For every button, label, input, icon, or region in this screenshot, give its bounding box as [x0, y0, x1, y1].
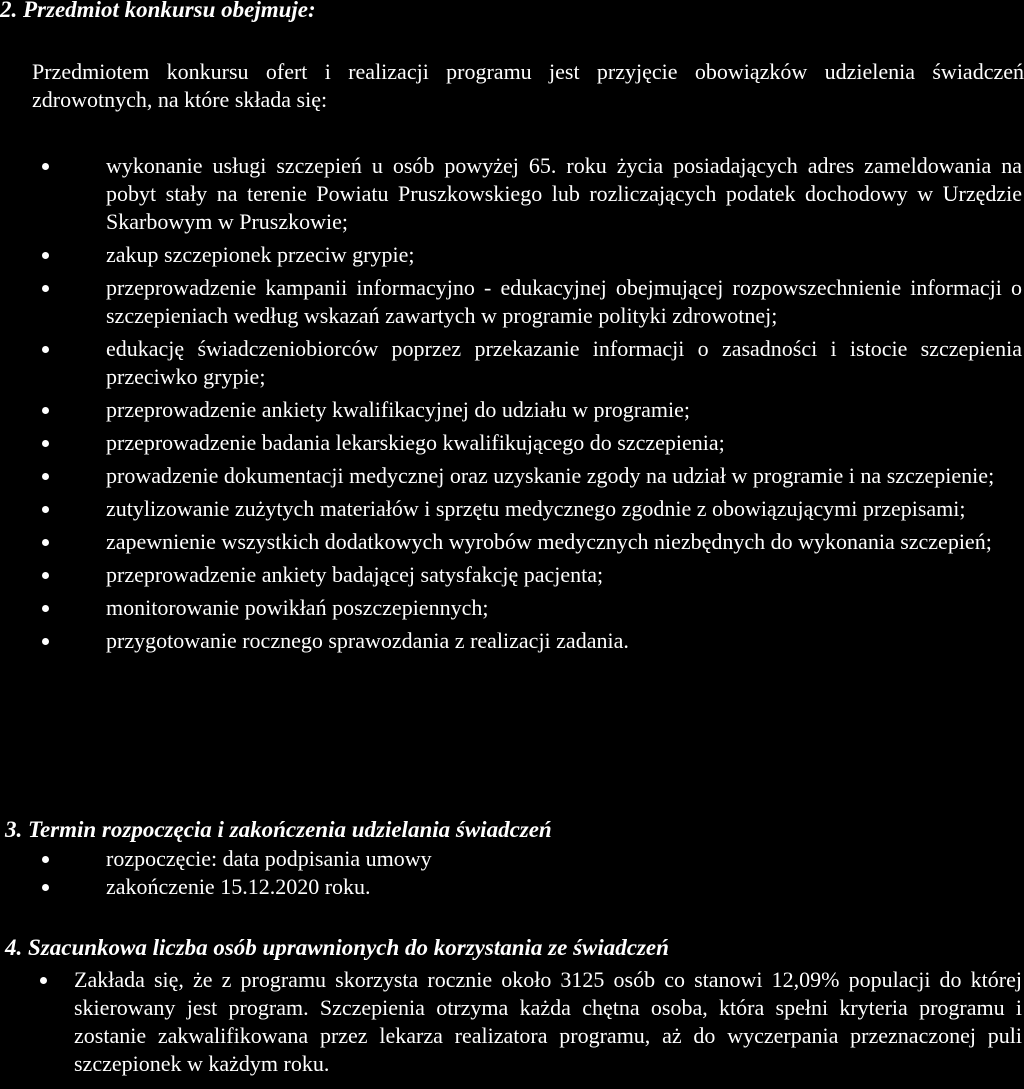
section-3-heading: 3. Termin rozpoczęcia i zakończenia udzielania świadczeń: [5, 817, 552, 842]
section-2-heading: 2. Przedmiot konkursu obejmuje:: [0, 0, 316, 22]
list-item: przeprowadzenie badania lekarskiego kwalifikującego do szczepienia;: [0, 429, 1024, 457]
bullet-icon: [42, 346, 49, 353]
bullet-icon: [42, 440, 49, 447]
list-item: prowadzenie dokumentacji medycznej oraz uzyskanie zgody na udział w programie i na szczepienie;: [0, 462, 1024, 490]
bullet-icon: [42, 407, 49, 414]
bullet-icon: [42, 506, 49, 513]
list-item: przygotowanie rocznego sprawozdania z realizacji zadania.: [0, 627, 1024, 655]
section-2-intro: Przedmiotem konkursu ofert i realizacji programu jest przyjęcie obowiązków udzielenia świadczeń zdrowotnych, na które składa się:: [32, 59, 1024, 112]
bullet-icon: [42, 605, 49, 612]
list-item: wykonanie usługi szczepień u osób powyżej 65. roku życia posiadających adres zameldowania na pobyt stały na terenie Powiatu Pruszkowskiego lub rozliczających podatek dochodowy w Urzędzie Skarbowym w Pruszkowie;: [0, 152, 1024, 236]
section-4-list: [0, 966, 1024, 1083]
bullet-icon: [42, 884, 49, 891]
bullet-icon: [42, 252, 49, 259]
list-item: przeprowadzenie kampanii informacyjno - edukacyjnej obejmującej rozpowszechnienie informacji o szczepieniach według wskazań zawartych w programie polityki zdrowotnej;: [0, 274, 1024, 330]
bullet-icon: [42, 285, 49, 292]
bullet-icon: [42, 473, 49, 480]
list-item: zakup szczepionek przeciw grypie;: [0, 241, 1024, 269]
bullet-icon: [42, 539, 49, 546]
bullet-icon: [42, 163, 49, 170]
bullet-icon: [42, 638, 49, 645]
list-item: rozpoczęcie: data podpisania umowy: [0, 845, 1024, 873]
list-item: monitorowanie powikłań poszczepiennych;: [0, 594, 1024, 622]
section-3-list: [0, 845, 1024, 901]
bullet-icon: [42, 572, 49, 579]
section-2-list: [0, 152, 1024, 660]
section-4-heading: 4. Szacunkowa liczba osób uprawnionych do korzystania ze świadczeń: [5, 935, 669, 960]
list-item: przeprowadzenie ankiety badającej satysfakcję pacjenta;: [0, 561, 1024, 589]
list-item: zapewnienie wszystkich dodatkowych wyrobów medycznych niezbędnych do wykonania szczepień;: [0, 528, 1024, 556]
list-item: edukację świadczeniobiorców poprzez przekazanie informacji o zasadności i istocie szczepienia przeciwko grypie;: [0, 335, 1024, 391]
list-item: zakończenie 15.12.2020 roku.: [0, 873, 1024, 901]
list-item: zutylizowanie zużytych materiałów i sprzętu medycznego zgodnie z obowiązującymi przepisami;: [0, 495, 1024, 523]
list-item: przeprowadzenie ankiety kwalifikacyjnej do udziału w programie;: [0, 396, 1024, 424]
bullet-icon: [40, 977, 47, 984]
list-item: Zakłada się, że z programu skorzysta rocznie około 3125 osób co stanowi 12,09% populacji do której skierowany jest program. Szczepienia otrzyma każda chętna osoba, która spełni kryteria programu i zostanie zakwalifikowana przez lekarza realizatora programu, aż do wyczerpania przeznaczonej puli szczepionek w każdym roku.: [0, 966, 1024, 1078]
bullet-icon: [42, 856, 49, 863]
